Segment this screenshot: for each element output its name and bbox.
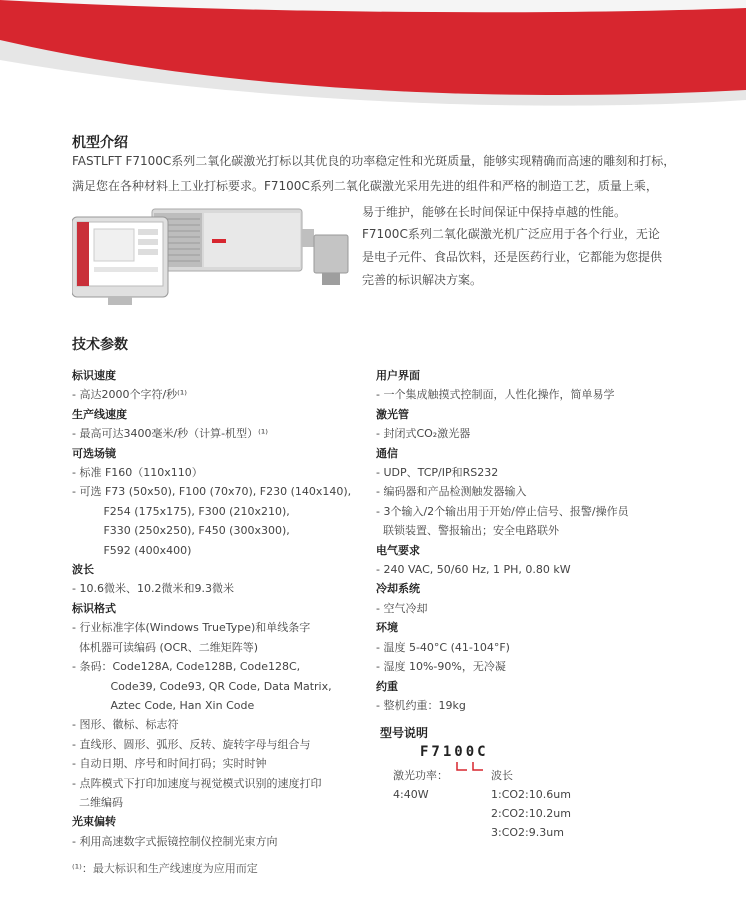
- intro-line-2: 满足您在各种材料上工业打标要求。F7100C系列二氧化碳激光采用先进的组件和严格的制造工艺，质量上乘，: [72, 179, 658, 193]
- left-value: - 标准 F160（110x110）: [72, 466, 203, 480]
- left-value: - 高达2000个字符/秒⁽¹⁾: [72, 388, 187, 402]
- left-label: 标识格式: [72, 601, 116, 615]
- header-banner: [0, 0, 746, 115]
- power-value: 4:40W: [393, 788, 429, 801]
- right-label: 冷却系统: [376, 582, 420, 596]
- product-image: [72, 205, 362, 310]
- wavelength-option-1: 1:CO2:10.6um: [491, 788, 571, 801]
- left-value: - 10.6微米、10.2微米和9.3微米: [72, 582, 234, 596]
- left-value: - 可选 F73 (50x50), F100 (70x70), F230 (140x140),: [72, 485, 352, 499]
- intro-line-1: FASTLFT F7100C系列二氧化碳激光打标以其优良的功率稳定性和光斑质量，能够实现精确而高速的雕刻和打标，: [72, 154, 676, 168]
- left-value: 二维编码: [72, 795, 123, 809]
- specs-left-column: [72, 366, 351, 851]
- power-label: 激光功率：: [393, 769, 448, 782]
- intro-line-4: F7100C系列二氧化碳激光机广泛应用于各个行业，无论: [362, 227, 660, 241]
- right-value: - 一个集成触摸式控制面，人性化操作，简单易学: [376, 388, 615, 402]
- right-value: - 湿度 10%-90%，无冷凝: [376, 660, 506, 674]
- left-label: 可选场镜: [72, 446, 116, 460]
- right-label: 用户界面: [376, 369, 420, 382]
- left-value: - 点阵模式下打印加速度与视觉模式识别的速度打印: [72, 776, 322, 790]
- right-value: - 整机约重：19kg: [376, 698, 466, 712]
- left-value: Aztec Code, Han Xin Code: [72, 698, 255, 712]
- left-label: 生产线速度: [72, 407, 127, 421]
- left-value: F330 (250x250), F450 (300x300),: [72, 524, 290, 538]
- right-value: - 240 VAC, 50/60 Hz, 1 PH, 0.80 kW: [376, 563, 571, 577]
- right-value: - 编码器和产品检测触发器输入: [376, 485, 527, 499]
- intro-line-5: 是电子元件、食品饮料，还是医药行业，它都能为您提供: [362, 250, 663, 264]
- right-value: - 封闭式CO₂激光器: [376, 427, 471, 441]
- right-value: - UDP、TCP/IP和RS232: [376, 466, 499, 480]
- right-label: 激光管: [376, 407, 409, 421]
- left-label: 光束偏转: [72, 815, 116, 829]
- model-heading: 型号说明: [380, 726, 429, 740]
- left-value: - 最高可达3400毫米/秒（计算-机型）⁽¹⁾: [72, 427, 268, 441]
- left-value: Code39, Code93, QR Code, Data Matrix,: [72, 679, 332, 693]
- specs-right-column: [376, 366, 629, 715]
- left-value: F254 (175x175), F300 (210x210),: [72, 504, 290, 518]
- left-value: - 利用高速数字式振镜控制仪控制光束方向: [72, 834, 278, 848]
- specs-heading: 技术参数: [72, 337, 128, 353]
- right-label: 环境: [376, 621, 398, 635]
- intro-line-3: 易于维护，能够在长时间保证中保持卓越的性能。: [362, 205, 627, 219]
- wavelength-option-2: 2:CO2:10.2um: [491, 807, 571, 820]
- right-value: - 3个输入/2个输出用于开始/停止信号、报警/操作员: [376, 504, 629, 518]
- right-label: 通信: [376, 446, 398, 460]
- intro-heading: 机型介绍: [72, 135, 128, 151]
- left-value: - 图形、徽标、标志符: [72, 718, 179, 732]
- left-value: - 自动日期、序号和时间打码；实时时钟: [72, 757, 267, 771]
- footnote: ⁽¹⁾：最大标识和生产线速度为应用而定: [72, 862, 258, 875]
- left-value: 体机器可读编码 (OCR、二维矩阵等): [72, 640, 259, 654]
- right-value: - 空气冷却: [376, 601, 428, 615]
- right-label: 约重: [376, 679, 398, 693]
- right-value: - 温度 5-40°C (41-104°F): [376, 640, 510, 654]
- wavelength-option-3: 3:CO2:9.3um: [491, 826, 564, 839]
- left-value: - 条码：Code128A, Code128B, Code128C,: [72, 660, 301, 674]
- model-code-pointer-marks: [455, 760, 495, 774]
- left-label: 标识速度: [72, 369, 116, 382]
- left-value: F592 (400x400): [72, 543, 192, 557]
- right-value: 联锁装置、警报输出；安全电路联外: [376, 524, 559, 538]
- left-value: - 行业标准字体(Windows TrueType)和单线条字: [72, 621, 311, 635]
- intro-line-6: 完善的标识解决方案。: [362, 273, 483, 287]
- model-code: F7100C: [420, 744, 489, 760]
- wavelength-label: 波长: [491, 769, 513, 782]
- left-value: - 直线形、圆形、弧形、反转、旋转字母与组合与: [72, 737, 311, 751]
- left-label: 波长: [72, 563, 94, 577]
- right-label: 电气要求: [376, 543, 420, 557]
